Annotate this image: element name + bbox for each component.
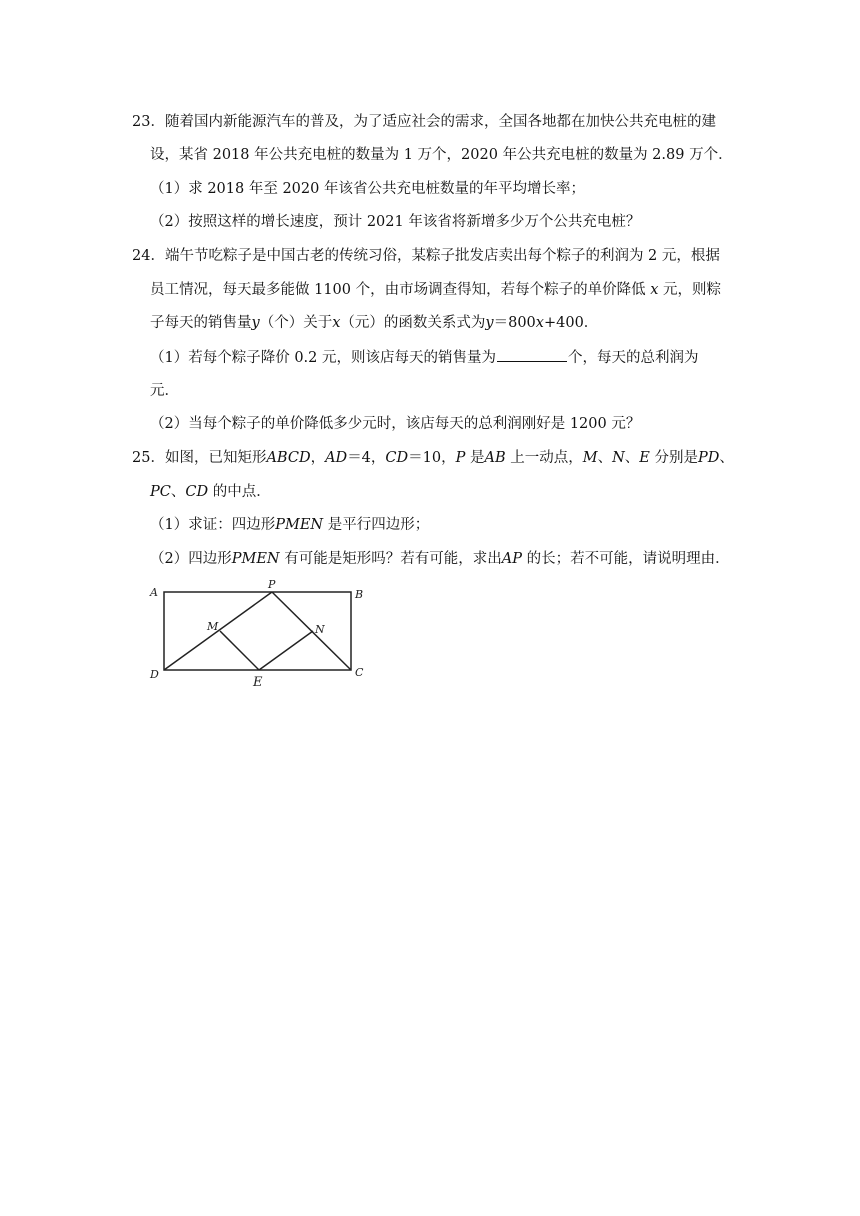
q25-line1-j: 、 bbox=[719, 450, 734, 466]
q25-part2-a: （2）四边形 bbox=[150, 551, 232, 567]
label-p: P bbox=[268, 578, 276, 591]
q25-part1 bbox=[150, 515, 429, 535]
q24-part1-cont: 元． bbox=[150, 383, 179, 399]
segment-me bbox=[220, 631, 259, 670]
label-e: E bbox=[253, 675, 263, 690]
q24-line3-c: （元）的函数关系式为 bbox=[340, 315, 486, 331]
q23-part1: （1）求 2018 年至 2020 年该省公共充电桩数量的年平均增长率； bbox=[150, 181, 585, 197]
q25-ab: AB bbox=[484, 450, 506, 466]
q25-line1-a: 25．如图，已知矩形 bbox=[132, 450, 267, 466]
q25-part1-pmen: PMEN bbox=[275, 517, 324, 533]
q25-part2-ap: AP bbox=[501, 551, 522, 567]
q24-line2-var: x bbox=[650, 282, 659, 298]
q25-cd: CD bbox=[385, 450, 409, 466]
q24-line2-end: 元，则粽 bbox=[663, 282, 722, 298]
q24-eq-y: y bbox=[485, 315, 494, 331]
q24-part1-a: （1）若每个粽子降价 0.2 元，则该店每天的销售量为 bbox=[150, 350, 497, 366]
q24-part1 bbox=[150, 347, 699, 368]
label-d: D bbox=[150, 668, 159, 681]
q25-line2-b: 的中点． bbox=[208, 484, 271, 500]
segment-pc bbox=[272, 592, 351, 670]
q25-part1-b: 是平行四边形； bbox=[323, 517, 430, 533]
q25-m: M bbox=[582, 450, 598, 466]
q24-line3-a: 子每天的销售量 bbox=[150, 315, 252, 331]
q25-line1 bbox=[132, 448, 734, 468]
q24-line3-x: x bbox=[332, 315, 341, 331]
q25-line1-i: 分别是 bbox=[649, 450, 698, 466]
q25-line1-e: 是 bbox=[465, 450, 485, 466]
q24-eq-a: ＝800 bbox=[493, 315, 536, 331]
q25-part1-a: （1）求证：四边形 bbox=[150, 517, 276, 533]
q24-line2 bbox=[150, 280, 721, 300]
q25-part2 bbox=[150, 549, 730, 569]
q25-line2-a: 、 bbox=[170, 484, 186, 500]
q25-e: E bbox=[639, 450, 650, 466]
q23-line1: 23．随着国内新能源汽车的普及，为了适应社会的需求，全国各地都在加快公共充电桩的建 bbox=[132, 114, 716, 130]
q25-line1-d: ＝10， bbox=[408, 450, 456, 466]
q24-line3-b: （个）关于 bbox=[259, 315, 333, 331]
q25-line1-f: 上一动点， bbox=[505, 450, 583, 466]
q24-line3 bbox=[150, 313, 598, 333]
q25-line1-g: 、 bbox=[597, 450, 613, 466]
q25-part2-b: 有可能是矩形吗？若有可能，求出 bbox=[279, 551, 502, 567]
q24-part1-b: 个，每天的总利润为 bbox=[568, 350, 699, 366]
q25-part2-c: 的长；若不可能，请说明理由． bbox=[521, 551, 730, 567]
q24-eq-x: x bbox=[535, 315, 544, 331]
q25-part2-pmen: PMEN bbox=[231, 551, 280, 567]
q25-ad: AD bbox=[325, 450, 348, 466]
rectangle-figure bbox=[145, 578, 375, 690]
q25-line2 bbox=[150, 482, 271, 502]
q23-part2: （2）按照这样的增长速度，预计 2021 年该省将新增多少万个公共充电桩？ bbox=[150, 214, 641, 230]
q25-cd2: CD bbox=[185, 484, 209, 500]
q25-abcd: ABCD bbox=[266, 450, 311, 466]
q25-line1-c: ＝4， bbox=[347, 450, 386, 466]
q24-line2-text: 员工情况，每天最多能做 1100 个，由市场调查得知，若每个粽子的单价降低 bbox=[150, 282, 646, 298]
q24-line1: 24．端午节吃粽子是中国古老的传统习俗，某粽子批发店卖出每个粽子的利润为 2 元，根据 bbox=[132, 248, 720, 264]
q23-line2: 设，某省 2018 年公共充电桩的数量为 1 万个，2020 年公共充电桩的数量为 2.89 万个． bbox=[150, 147, 733, 163]
q24-line3-y: y bbox=[251, 315, 260, 331]
label-b: B bbox=[355, 588, 364, 601]
q25-n: N bbox=[612, 450, 625, 466]
q25-pc: PC bbox=[150, 484, 171, 500]
label-a: A bbox=[150, 586, 158, 599]
q25-p: P bbox=[455, 450, 466, 466]
label-c: C bbox=[355, 666, 364, 679]
figure-svg bbox=[145, 578, 375, 690]
answer-blank[interactable] bbox=[497, 347, 567, 362]
q25-line1-b: ， bbox=[310, 450, 326, 466]
segment-ne bbox=[259, 631, 313, 670]
q24-part2: （2）当每个粽子的单价降低多少元时，该店每天的总利润刚好是 1200 元？ bbox=[150, 416, 641, 432]
q25-pd: PD bbox=[697, 450, 720, 466]
q24-eq-b: +400． bbox=[543, 315, 599, 331]
q25-line1-h: 、 bbox=[624, 450, 640, 466]
label-n: N bbox=[315, 623, 325, 636]
label-m: M bbox=[207, 620, 219, 633]
